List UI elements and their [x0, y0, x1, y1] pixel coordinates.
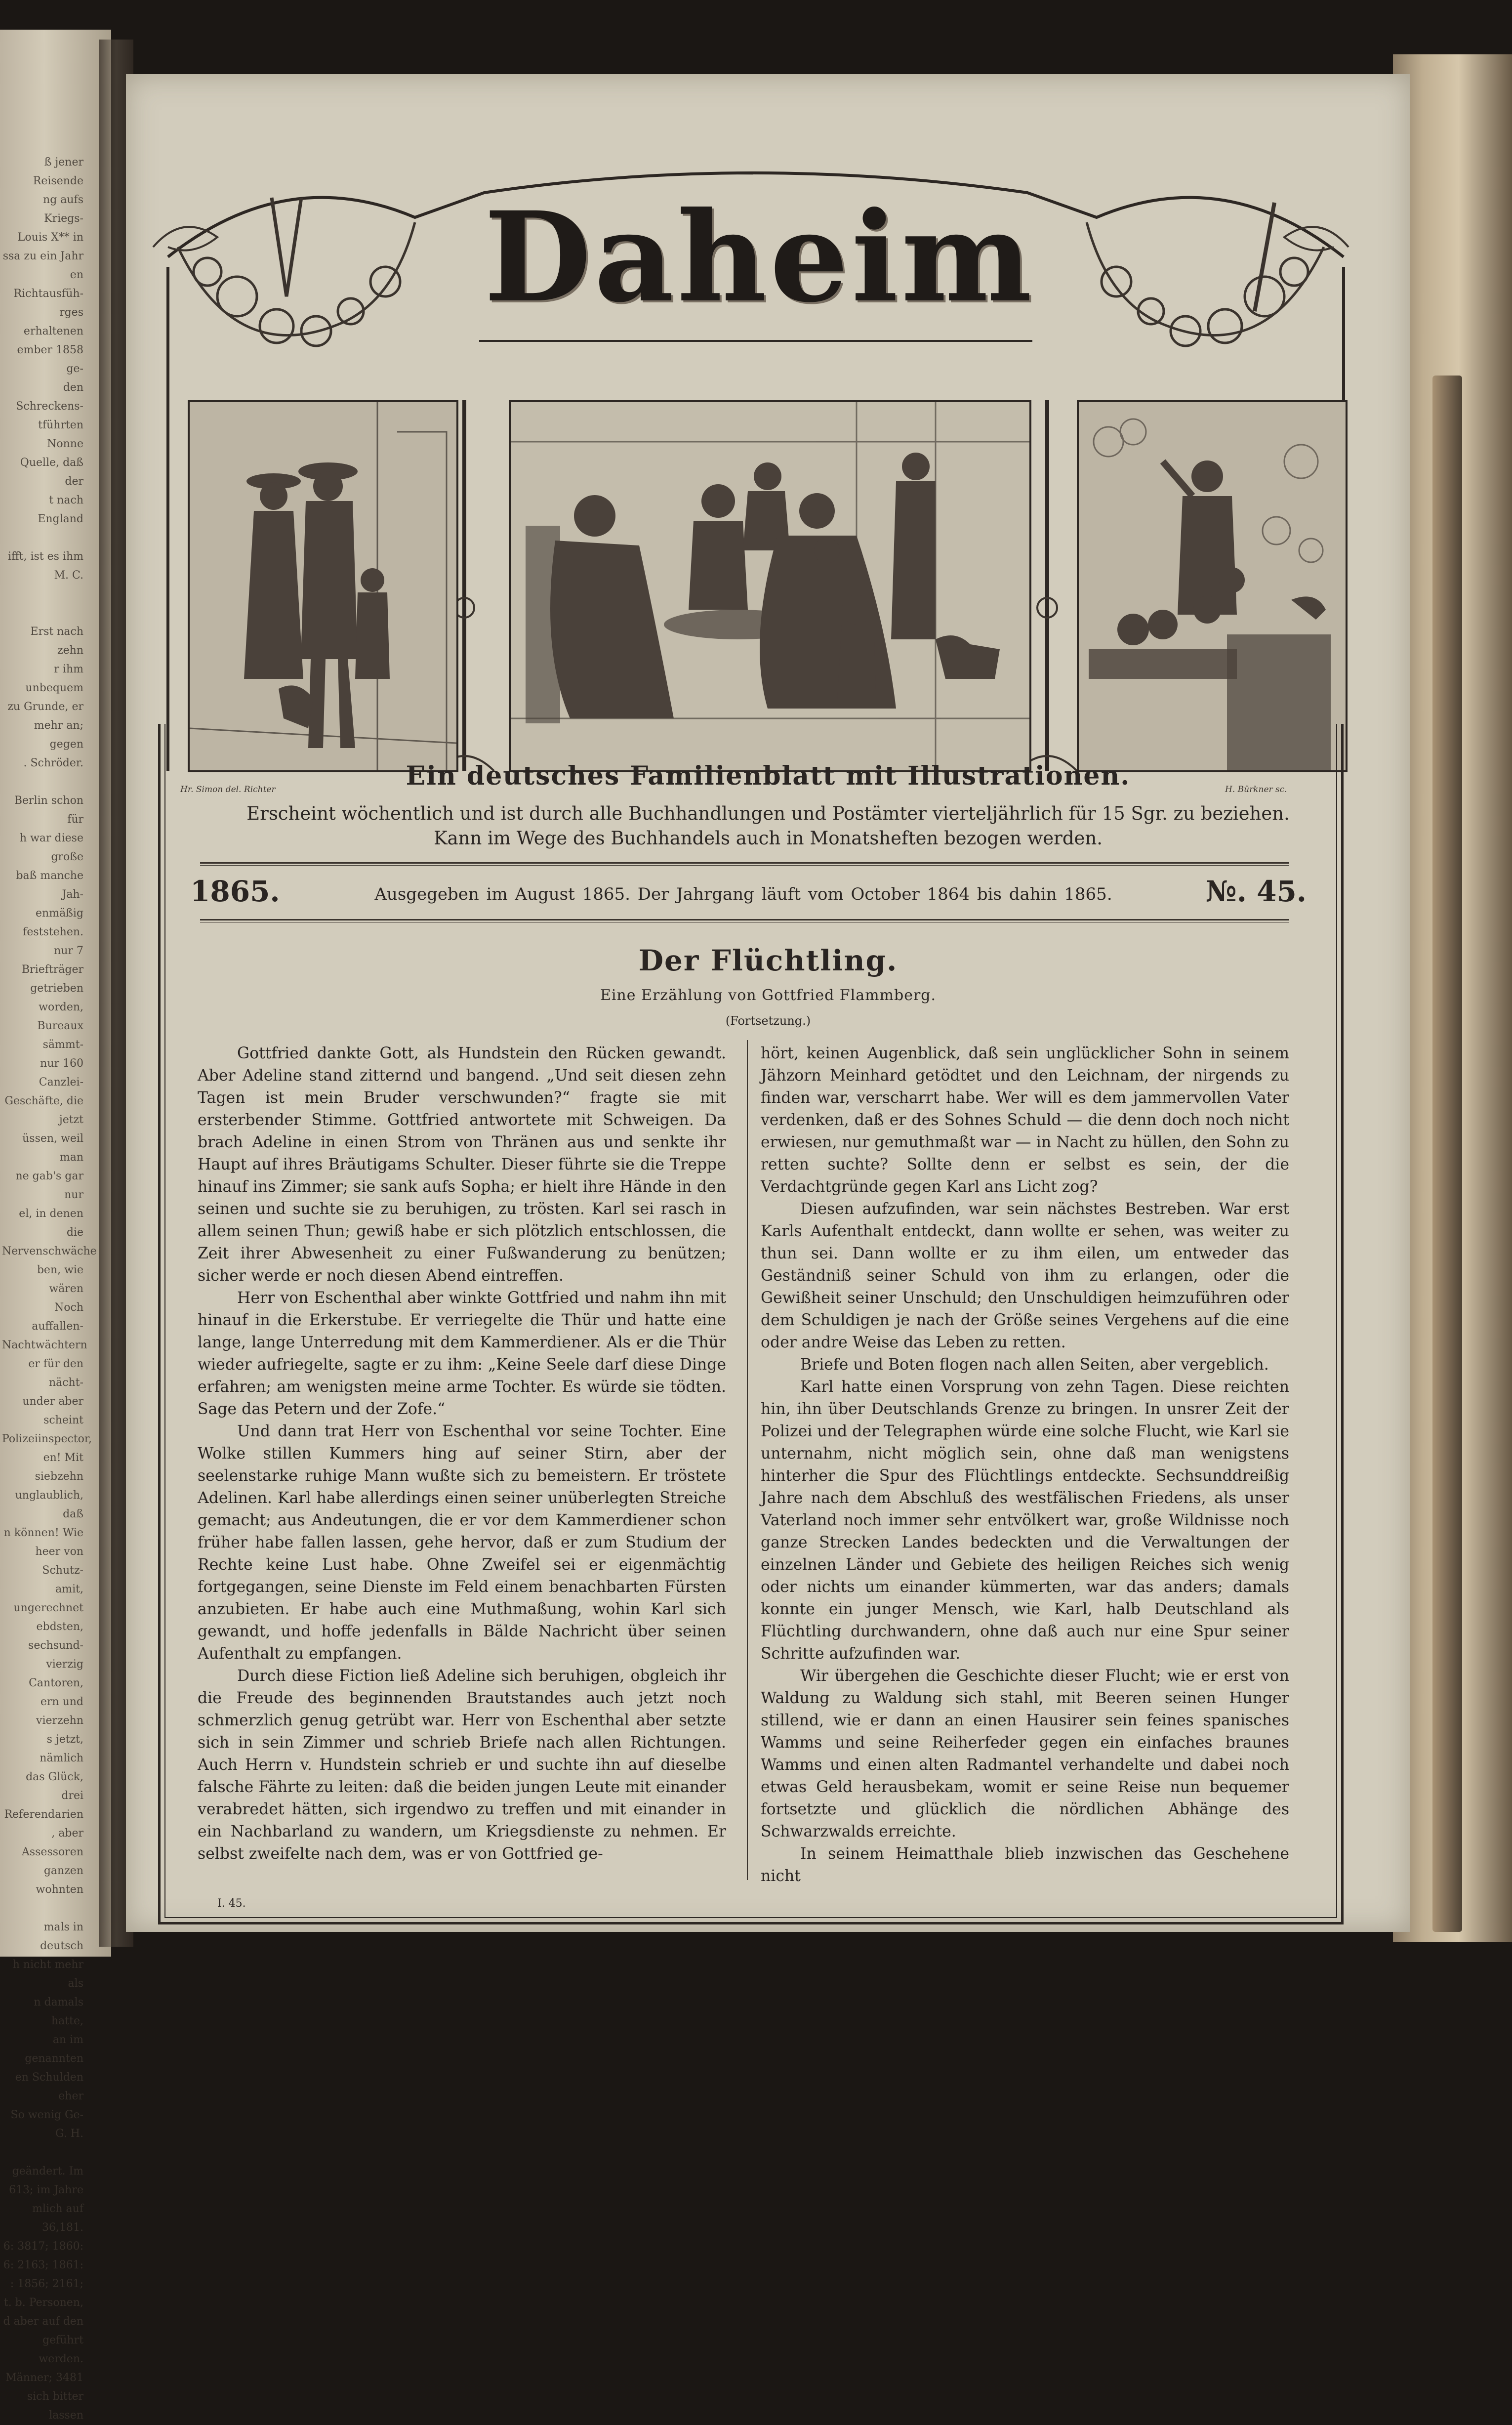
- engraving-grape-harvest: [1079, 402, 1346, 770]
- illustrated-masthead: [138, 133, 1363, 794]
- illustration-family-scene: [509, 400, 1031, 772]
- issue-number: №. 45.: [1205, 875, 1307, 908]
- issue-info: Ausgegeben im August 1865. Der Jahrgang läuft vom October 1864 bis dahin 1865.: [374, 884, 1112, 904]
- paragraph: Gottfried dankte Gott, als Hundstein den Rücken gewandt. Aber Adeline stand zitternd und bangend. „Und seit diesen zehn Tagen ist mein Bruder verschwunden?“ fragte sie mit ersterbender Stimme. Gottfried antwortete mit Schweigen. Da brach Adeline in einen Strom von Thränen aus und senkte ihr Haupt auf ihres Bräutigams Schulter. Dieser führte sie die Treppe hinauf ins Zimmer; sie sank aufs Sopha; er hielt ihre Hände in den seinen und suchte sie zu beruhigen, zu trösten. Karl sei rasch in allem seinen Thun; gewiß habe er sich plötzlich entschlossen, die Zeit ihrer Abwesenheit zu einer Fußwanderung zu benützen; sicher werde er noch diesen Abend eintreffen.: [198, 1045, 726, 1285]
- illustration-left-scene: [188, 400, 458, 772]
- divider-rule: [200, 919, 1289, 920]
- divider-rule-thin: [200, 865, 1289, 866]
- issue-year: 1865.: [190, 875, 280, 908]
- story-byline: Eine Erzählung von Gottfried Flammberg.: [600, 987, 937, 1004]
- left-page-sliver: [0, 30, 111, 2422]
- continued-note: (Fortsetzung.): [725, 1014, 811, 1028]
- story-title: Der Flüchtling.: [638, 944, 898, 977]
- journal-subtitle: Ein deutsches Familienblatt mit Illustrationen.: [406, 761, 1131, 791]
- artist-credit-left: Hr. Simon del. Richter: [180, 785, 276, 794]
- paragraph: hört, keinen Augenblick, daß sein unglücklicher Sohn in seinem Jähzorn Meinhard getödtet und den Leichnam, der nirgends zu finden war, verscharrt habe. Wer will es dem jammervollen Vater verdenken, daß er des Sohnes Schuld — die denn doch noch nicht erwiesen, nur gemuthmaßt war — in Nacht zu hüllen, den Sohn zu retten suchte? Sollte denn er selbst es sein, der die Verdachtgründe gegen Karl ans Licht zog?: [761, 1045, 1289, 1196]
- publishing-info-line-2: Kann im Wege des Buchhandels auch in Monatsheften bezogen werden.: [433, 828, 1103, 849]
- text-column-right: [761, 1043, 1289, 1887]
- paragraph: Herr von Eschenthal aber winkte Gottfried und nahm ihn mit hinauf in die Erkerstube. Er verriegelte die Thür und hatte eine lange, lange Unterredung mit dem Kammerdiener. Als er die Thür wieder aufriegelte, sagte er zu ihm: „Keine Seele darf diese Dinge erfahren; am wenigsten meine arme Tochter. Es würde sie tödten. Sage das Petern und der Zofe.“: [198, 1289, 726, 1418]
- engraving-family-gathering: [511, 402, 1029, 770]
- paragraph: Wir übergehen die Geschichte dieser Flucht; wie er erst von Waldung zu Waldung sich stahl, mit Beeren seinen Hunger stillend, wie er dann an einen Hausirer sein feines spanisches Wamms und seine Reiherfeder gegen ein einfaches braunes Wamms und einen alten Radmantel verhandelte und dabei noch etwas Geld herausbekam, womit er seine Reise nun bequemer fortsetzte und glücklich die nördlichen Abhänge des Schwarzwalds erreichte.: [761, 1667, 1289, 1840]
- paragraph: Und dann trat Herr von Eschenthal vor seine Tochter. Eine Wolke stillen Kummers hing auf seiner Stirn, aber der seelenstarke ruhige Mann wußte sich zu bemeistern. Er tröstete Adelinen. Karl habe allerdings einen seiner unüberlegten Streiche gemacht; aus Andeutungen, die er vor dem Kammerdiener schon früher habe fallen lassen, gehe hervor, daß er zum Studium der Rechte keine Lust habe. Ohne Zweifel sei er eigenmächtig fortgegangen, seine Dienste im Feld einem benachbarten Fürsten anzubieten. Er habe auch eine Muthmaßung, wohin Karl sich gewandt, und hoffe jedenfalls in Bälde Nachricht über seinen Aufenthalt zu empfangen.: [198, 1422, 726, 1663]
- book-spine: [1432, 376, 1462, 1932]
- newspaper-page: [126, 74, 1410, 1932]
- left-page-text: ß jener Reisende ng aufs Kriegs- Louis X** in ssa zu ein Jahr en Richtausfüh- rges erhaltenen ember 1858 ge- den Schreckens- tführten Nonne Quelle, daß der t nach England ifft, ist es ihm M. C. Erst nach zehn r ihm unbequem zu Grunde, er mehr an; gegen . Schröder. Berlin schon für h war diese große baß manche Jah- enmäßig feststehen. nur 7 Briefträger getrieben worden, Bureaux sämmt- nur 160 Canzlei- Geschäfte, die jetzt üssen, weil man ne gab's gar nur el, in denen die Nervenschwäche ben, wie wären Noch auffallen- Nachtwächtern er für den nächt- under aber scheint Polizeiinspector, en! Mit siebzehn unglaublich, daß n können! Wie heer von Schutz- amit, ungerechnet ebdsten, sechsund- vierzig Cantoren, ern und vierzehn s jetzt, nämlich das Glück, drei Referendarien , aber Assessoren ganzen wohnten mals in deutsch h nicht mehr als n damals hatte, an im genannten en Schulden eher So wenig Ge- G. H. geändert. Im 613; im Jahre mlich auf 36,181. 6: 3817; 1860: 6: 2163; 1861: : 1856; 2161; t. b. Personen, d aber auf den geführt werden. Männer; 3481 sich bitter lassen: [2, 156, 97, 2422]
- paragraph: Karl hatte einen Vorsprung von zehn Tagen. Diese reichten hin, ihn über Deutschlands Grenze zu bringen. In unsrer Zeit der Polizei und der Telegraphen würde eine solche Flucht, wie Karl sie unternahm, nicht möglich sein, ohne daß man wenigstens hinterher die Spur des Flüchtlings entdeckte. Sechsunddreißig Jahre nach dem Abschluß des westfälischen Friedens, als unser Vaterland noch immer sehr entvölkert war, große Wildnisse noch ganze Strecken Landes bedeckten und die Verwaltungen der einzelnen Länder und Gebiete des heiligen Reiches sich wenig oder nichts um einander kümmerten, war das anders; damals konnte ein junger Mensch, wie Karl, halb Deutschland als Flüchtling durchwandern, ohne daß auch nur eine Spur seiner Schritte aufzufinden war.: [761, 1378, 1289, 1663]
- paragraph: In seinem Heimatthale blieb inzwischen das Geschehene nicht: [761, 1845, 1289, 1885]
- sheet-signature: I. 45.: [217, 1897, 246, 1910]
- divider-rule: [200, 862, 1289, 864]
- column-divider: [747, 1040, 748, 1880]
- paragraph: Durch diese Fiction ließ Adeline sich beruhigen, obgleich ihr die Freude des beginnenden Brautstandes auch jetzt noch schmerzlich genug getrübt war. Herr von Eschenthal aber setzte sich in sein Zimmer und schrieb Briefe nach allen Richtungen. Auch Herrn v. Hundstein schrieb er und suchte ihn auf dieselbe falsche Fährte zu leiten: daß die beiden jungen Leute mit einander verabredet hätten, sich irgendwo zu treffen und mit einander in ein Nachbarland zu wandern, um Kriegsdienste zu nehmen. Er selbst zweifelte nach dem, was er von Gottfried ge-: [198, 1667, 726, 1863]
- paragraph: Briefe und Boten flogen nach allen Seiten, aber vergeblich.: [800, 1356, 1269, 1374]
- publishing-info-line-1: Erscheint wöchentlich und ist durch alle Buchhandlungen und Postämter vierteljährlich für 15 Sgr. zu beziehen.: [246, 803, 1290, 824]
- masthead-title: Daheim: [484, 184, 1035, 330]
- illustration-harvest-scene: [1077, 400, 1348, 772]
- garland-left: [178, 198, 415, 346]
- engraving-visitors: [190, 402, 456, 770]
- text-column-left: [198, 1043, 726, 1865]
- garland-right: [1087, 203, 1324, 346]
- paragraph: Diesen aufzufinden, war sein nächstes Bestreben. War erst Karls Aufenthalt entdeckt, dann wollte er sehen, was weiter zu thun sei. Dann wollte er zu ihm eilen, um entweder das Geständniß seiner Schuld von ihm zu erlangen, oder die Gewißheit seiner Unschuld; den Unschuldigen heimzuführen oder dem Schuldigen je nach der Größe seines Vergehens auf die eine oder andre Weise das Leben zu retten.: [761, 1200, 1289, 1351]
- engraver-credit-right: H. Bürkner sc.: [1225, 785, 1287, 794]
